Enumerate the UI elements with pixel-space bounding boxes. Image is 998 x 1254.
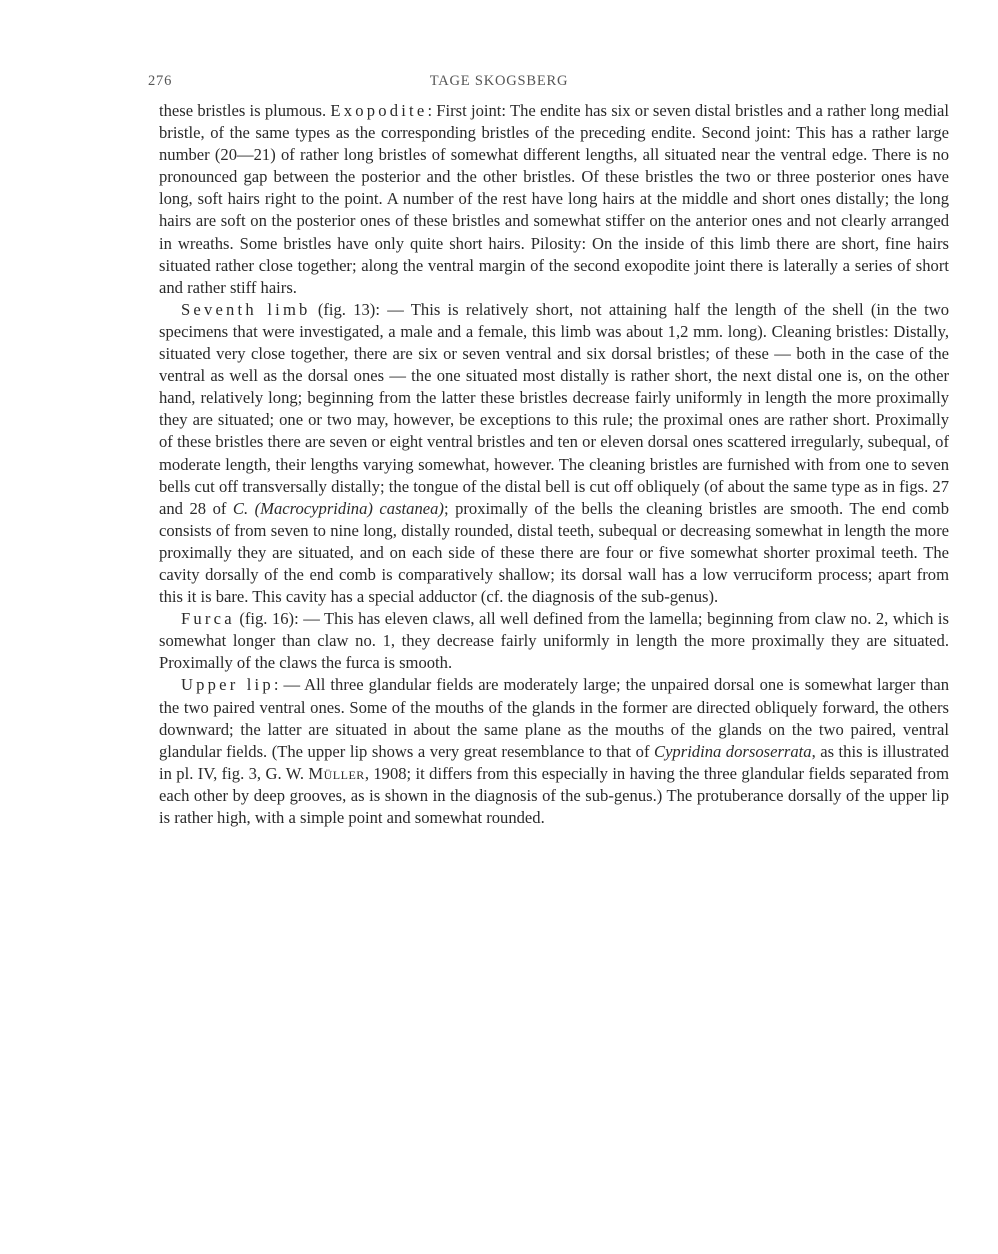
italic-text: Cypridina dorsoserrata: [654, 741, 812, 761]
paragraph: [159, 674, 949, 829]
section-heading: Furca: [181, 609, 235, 629]
text-run: : — All three glandular fields are moderately large; the unpaired dorsal one is somewhat larger than the two paired ventral ones. Some of the mouths of the glands in the former are directed obliquely forward, the others downward; the latter are situated in about the same plane as the mouths of the glands on the two paired, ventral glandular fields. (The upper lip shows a very great resemblance to that of: [159, 675, 950, 761]
running-title: TAGE SKOGSBERG: [429, 73, 569, 89]
paragraph: [159, 299, 949, 608]
text-run: (fig. 16): — This has eleven claws, all well defined from the lamella; beginning from claw no. 2, which is somewhat longer than claw no. 1, they decrease fairly uniformly in length the more proximally they are situated. Proximally of the claws the furca is smooth.: [159, 609, 949, 673]
text-run: , as this is illustrated in pl. IV, fig. 3, G. W.: [159, 741, 949, 783]
text-run: ; proximally of the bells the cleaning bristles are smooth. The end comb consists of from seven to nine long, distally rounded, distal teeth, subequal or decreasing somewhat in length the more proximally they are situated, and on each side of these there are four or five somewhat shorter proximal teeth. The cavity dorsally of the end comb is comparatively shallow; its dorsal wall has a low verruciform process; apart from this it is bare. This cavity has a special adductor (cf. the diagnosis of the sub-genus).: [159, 498, 949, 607]
text-run: : First joint: The endite has six or seven distal bristles and a rather long medial bristle, of the same types as the corresponding bristles of the preceding endite. Second joint: This has a rather large number (20—21) of rather long bristles of somewhat different lengths, all situated near the ventral edge. There is no pronounced gap between the posterior and the other bristles. Of these bristles the two or three posterior ones have long, soft hairs right to the point. A number of the rest have long hairs at the middle and short ones distally; the long hairs are soft on the posterior ones of these bristles and somewhat stiffer on the anterior ones and not clearly arranged in wreaths. Some bristles have only quite short hairs. Pilosity: On the inside of this limb there are short, fine hairs situated rather close together; along the ventral margin of the second exopodite joint there is laterally a series of short and rather stiff hairs.: [159, 101, 949, 297]
page-number: 276: [148, 73, 173, 89]
text-run: (fig. 13): — This is relatively short, not attaining half the length of the shell (in the two specimens that were investigated, a male and a female, this limb was about 1,2 mm. long). Cleaning bristles: Distally, situated very close together, there are six or seven ventral and six dorsal bristles; of these — both in the case of the ventral as well as the dorsal ones — the one situated most distally is rather short, the next distal one is, on the other hand, relatively long; beginning from the latter these bristles decrease fairly uniformly in length the more proximally they are situated; one or two may, however, be exceptions to this rule; the proximal ones are rather short. Proximally of these bristles there are seven or eight ventral bristles and ten or eleven dorsal ones scattered irregularly, subequal, of moderate length, their lengths varying somewhat, however. The cleaning bristles are furnished with from one to seven bells cut off transversally distally; the tongue of the distal bell is cut off obliquely (of about the same type as in figs. 27 and 28 of: [159, 299, 949, 518]
author-name: Müller: [308, 763, 365, 783]
italic-text: C. (Macrocypridina) castanea): [232, 498, 444, 518]
text-run: these bristles is plumous.: [159, 101, 331, 120]
paragraph: [159, 608, 949, 674]
section-heading: Upper lip: [181, 675, 274, 695]
body-text: [159, 100, 949, 829]
text-run: , 1908; it differs from this especially in having the three glandular fields separated from each other by deep grooves, as is shown in the diagnosis of the sub-genus.) The protuberance dorsally of the upper lip is rather high, with a simple point and somewhat rounded.: [159, 763, 950, 827]
section-heading: Exopodite: [330, 101, 428, 120]
paragraph: [159, 100, 949, 299]
section-heading: Seventh limb: [181, 299, 311, 319]
